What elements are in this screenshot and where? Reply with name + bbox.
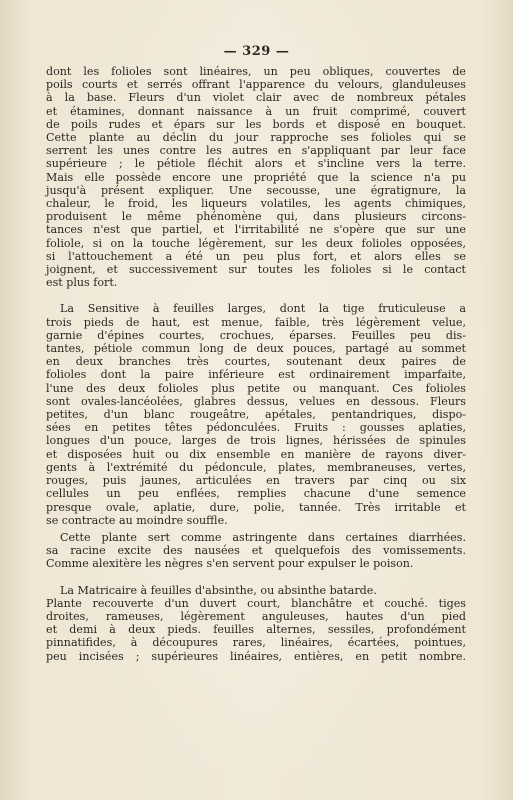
text-line: Plante recouverte d'un duvert court, blanchâtre et couché. tiges <box>46 596 466 610</box>
text-line: presque ovale, aplatie, dure, polie, tannée. Très irritable et <box>46 500 466 514</box>
text-line: Mais elle possède encore une propriété que la science n'a pu <box>46 170 466 184</box>
text-line: droites, rameuses, légèrement anguleuses, hautes d'un pied <box>46 609 466 623</box>
text-line: chaleur, le froid, les liqueurs volatiles, les agents chimiques, <box>46 197 466 211</box>
text-line: et demi à deux pieds. feuilles alternes, sessiles, profondément <box>46 623 466 637</box>
text-line: peu incisées ; supérieures linéaires, entières, en petit nombre. <box>46 649 466 663</box>
page-number: — 329 — <box>223 44 290 59</box>
text-line: serrent les unes contre les autres en s'appliquant par leur face <box>46 144 466 158</box>
text-line: de poils rudes et épars sur les bords et disposé en bouquet. <box>46 117 466 131</box>
text-line: est plus fort. <box>46 276 118 290</box>
text-line: à la base. Fleurs d'un violet clair avec de nombreux pétales <box>46 91 466 105</box>
text-line: si l'attouchement a été un peu plus fort, et alors elles se <box>46 249 466 263</box>
page-body <box>46 65 466 663</box>
paragraph-gap <box>46 289 466 302</box>
text-line: garnie d'épines courtes, crochues, éparses. Feuilles peu dis- <box>46 328 466 342</box>
paragraph-4 <box>46 584 466 663</box>
text-line: petites, d'un blanc rougeâtre, apétales, pentandriques, dispo- <box>46 408 466 422</box>
paragraph-3 <box>46 531 466 571</box>
text-line: sa racine excite des nausées et quelquefois des vomissements. <box>46 544 466 558</box>
text-line: Comme alexitère les nègres s'en servent pour expulser le poison. <box>46 557 414 571</box>
text-line: La Sensitive à feuilles larges, dont la tige fruticuleuse a <box>60 302 466 316</box>
paragraph-gap <box>46 571 466 584</box>
text-line: foliole, si on la touche légèrement, sur les deux folioles opposées, <box>46 236 466 250</box>
text-line: et étamines, donnant naissance à un fruit comprimé, couvert <box>46 104 466 118</box>
text-line: jusqu'à présent expliquer. Une secousse, une égratignure, la <box>46 183 466 197</box>
text-line: joignent, et successivement sur toutes les folioles si le contact <box>46 263 466 277</box>
text-line: rouges, puis jaunes, articulées en travers par cinq ou six <box>46 474 466 488</box>
text-line: Cette plante au déclin du jour rapproche ses folioles qui se <box>46 131 466 145</box>
text-line: pinnatifides, à découpures rares, linéaires, écartées, pointues, <box>46 636 466 650</box>
text-line: l'une des deux folioles plus petite ou manquant. Ces folioles <box>46 381 466 395</box>
text-line: trois pieds de haut, est menue, faible, très légèrement velue, <box>46 315 466 329</box>
text-line: Cette plante sert comme astringente dans certaines diarrhées. <box>60 530 466 544</box>
text-line: folioles dont la paire inférieure est ordinairement imparfaite, <box>46 368 466 382</box>
text-line: dont les folioles sont linéaires, un peu obliques, couvertes de <box>46 65 466 78</box>
text-line: tances n'est que partiel, et l'irritabilité ne s'opère que sur une <box>46 223 466 237</box>
text-line: gents à l'extrémité du pédoncule, plates, membraneuses, vertes, <box>46 460 466 474</box>
paragraph-1 <box>46 65 466 289</box>
text-line: produisent le même phénomène qui, dans plusieurs circons- <box>46 210 466 224</box>
text-line: cellules un peu enflées, remplies chacune d'une semence <box>46 487 466 501</box>
text-line: poils courts et serrés offrant l'apparence du velours, glanduleuses <box>46 78 466 92</box>
text-line: se contracte au moindre souffle. <box>46 513 228 527</box>
text-line: en deux branches très courtes, soutenant deux paires de <box>46 355 466 369</box>
paragraph-2 <box>46 302 466 526</box>
text-line: et disposées huit ou dix ensemble en manière de rayons diver- <box>46 447 466 461</box>
text-line: supérieure ; le pétiole fléchit alors et s'incline vers la terre. <box>46 157 466 171</box>
text-line: La Matricaire à feuilles d'absinthe, ou absinthe batarde. <box>60 583 377 597</box>
text-line: sont ovales-lancéolées, glabres dessus, velues en dessous. Fleurs <box>46 394 466 408</box>
text-line: longues d'un pouce, larges de trois lignes, hérissées de spinules <box>46 434 466 448</box>
text-line: sées en petites têtes pédonculées. Fruits : gousses aplaties, <box>46 421 466 435</box>
text-line: tantes, pétiole commun long de deux pouces, partagé au sommet <box>46 342 466 356</box>
